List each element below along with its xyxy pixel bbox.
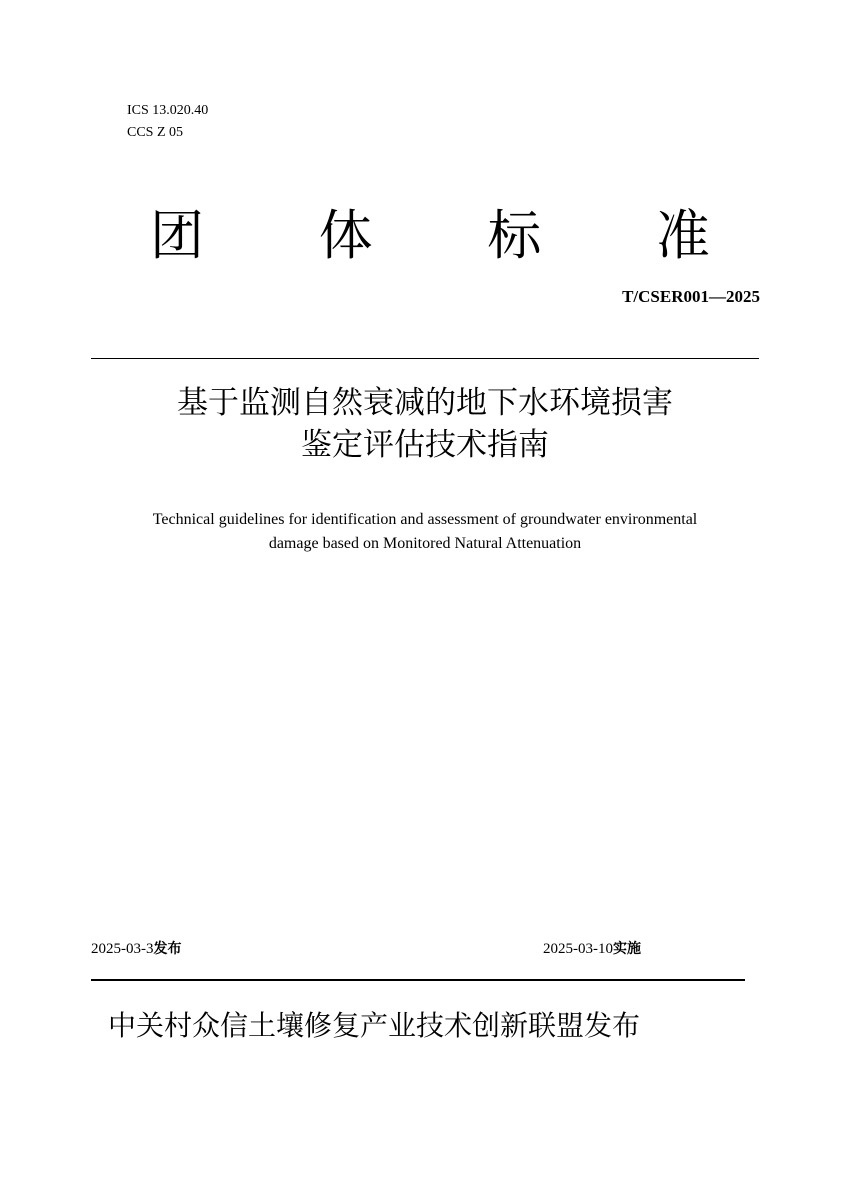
chinese-title-line-2: 鉴定评估技术指南 <box>301 427 549 463</box>
issue-date: 2025-03-3 <box>91 941 154 957</box>
standard-type-char: 体 <box>318 204 373 267</box>
english-title-line-2: damage based on Monitored Natural Attenuation <box>268 535 582 552</box>
chinese-title <box>60 382 790 466</box>
ccs-code: CCS Z 05 <box>127 125 184 140</box>
english-title <box>40 508 810 556</box>
chinese-title-line-1: 基于监测自然衰减的地下水环境损害 <box>177 385 673 421</box>
publisher: 中关村众信土壤修复产业技术创新联盟发布 <box>108 1009 641 1042</box>
english-title-line-1: Technical guidelines for identification and assessment of groundwater environmental <box>152 511 698 528</box>
implement-label: 实施 <box>613 941 641 957</box>
standard-number: T/CSER001—2025 <box>622 287 760 306</box>
standard-type-heading <box>150 200 710 272</box>
top-divider <box>91 358 759 359</box>
implement-date: 2025-03-10 <box>543 941 613 957</box>
standard-type-char: 团 <box>150 204 204 267</box>
standard-type-char: 标 <box>487 204 542 267</box>
ics-code: ICS 13.020.40 <box>127 103 209 118</box>
implement-date-block <box>543 938 641 960</box>
classification-codes <box>127 100 208 144</box>
standard-type-char: 准 <box>655 204 710 267</box>
issue-label: 发布 <box>153 941 182 957</box>
bottom-divider <box>91 979 745 981</box>
issue-date-block <box>91 938 182 960</box>
